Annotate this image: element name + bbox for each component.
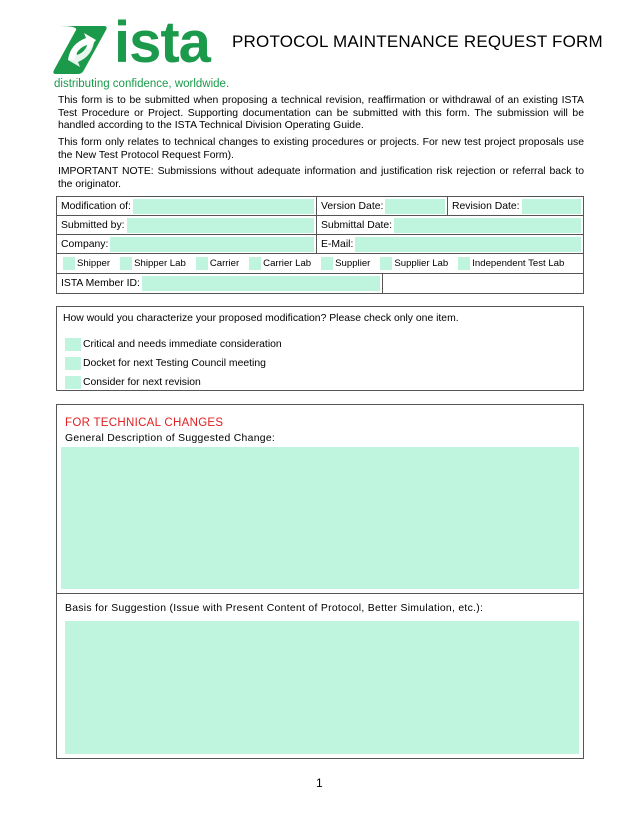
option-checkbox[interactable]	[65, 376, 81, 389]
table-row	[57, 235, 583, 254]
submitted-by-field[interactable]	[127, 218, 314, 233]
characterization-question: How would you characterize your proposed modification? Please check only one item.	[63, 313, 459, 324]
member-id-cell	[57, 274, 383, 293]
member-id-field[interactable]	[142, 276, 380, 291]
option-checkbox[interactable]	[65, 338, 81, 351]
empty-cell	[383, 274, 583, 293]
intro-paragraph-1: This form is to be submitted when proposing a technical revision, reaffirmation or withdrawal of an existing ISTA Test Procedure or Project. Supporting documentation can be submitted with this form. The submission will be handled according to the ISTA Technical Division Operating Guide.	[58, 95, 584, 132]
submitter-type-label: Supplier Lab	[394, 258, 449, 269]
version-date-label: Version Date:	[321, 200, 384, 212]
ista-logo	[50, 10, 230, 92]
table-row	[57, 216, 583, 235]
submitter-type-label: Shipper Lab	[134, 258, 186, 269]
submittal-date-label: Submittal Date:	[321, 219, 393, 231]
submitter-type-label: Carrier Lab	[263, 258, 312, 269]
intro-paragraph-3: IMPORTANT NOTE: Submissions without adequate information and justification risk rejection or referral back to the originator.	[58, 166, 584, 190]
version-date-field[interactable]	[385, 199, 445, 214]
member-id-label: ISTA Member ID:	[61, 278, 140, 289]
option-label: Critical and needs immediate consideration	[83, 339, 282, 350]
submitter-type-label: Independent Test Lab	[472, 258, 565, 269]
submitter-type-checkbox[interactable]	[120, 257, 132, 270]
submitter-type-option	[458, 257, 564, 270]
submitter-type-option	[321, 257, 370, 270]
company-field[interactable]	[110, 237, 314, 252]
submitter-type-checkbox[interactable]	[380, 257, 392, 270]
submitter-type-option	[380, 257, 448, 270]
general-description-label: General Description of Suggested Change:	[65, 433, 276, 444]
option-docket	[65, 357, 266, 370]
submitter-type-option	[120, 257, 186, 270]
logo-tagline: distributing confidence, worldwide.	[54, 78, 230, 90]
option-checkbox[interactable]	[65, 357, 81, 370]
option-label: Consider for next revision	[83, 377, 201, 388]
basis-label: Basis for Suggestion (Issue with Present Content of Protocol, Better Simulation, etc.):	[65, 603, 484, 614]
submitter-type-label: Shipper	[77, 258, 111, 269]
submitted-by-cell	[57, 216, 317, 234]
technical-changes-section	[56, 404, 584, 759]
intro-paragraph-2: This form only relates to technical changes to existing procedures or projects. For new test project proposals use the New Test Protocol Request Form).	[58, 137, 584, 161]
logo-wordmark: ista	[114, 10, 210, 75]
general-description-field[interactable]	[61, 447, 579, 589]
section-divider	[57, 593, 583, 594]
submittal-date-cell	[317, 216, 583, 234]
submitter-type-option	[63, 257, 110, 270]
submission-info-table	[56, 196, 584, 294]
submitter-type-checkbox[interactable]	[249, 257, 261, 270]
page-number: 1	[316, 776, 323, 790]
email-cell	[317, 235, 583, 253]
modification-of-label: Modification of:	[61, 200, 131, 212]
option-next-revision	[65, 376, 201, 389]
email-label: E-Mail:	[321, 238, 354, 250]
modification-of-cell	[57, 197, 317, 215]
submitter-type-row	[57, 254, 583, 274]
submitter-type-checkbox[interactable]	[321, 257, 333, 270]
submittal-date-field[interactable]	[394, 218, 581, 233]
modification-of-field[interactable]	[133, 199, 314, 214]
submitter-type-checkbox[interactable]	[196, 257, 208, 270]
email-field[interactable]	[355, 237, 581, 252]
company-cell	[57, 235, 317, 253]
revision-date-cell	[448, 197, 583, 215]
option-critical	[65, 338, 282, 351]
submitter-type-option	[249, 257, 311, 270]
form-title: PROTOCOL MAINTENANCE REQUEST FORM	[232, 32, 603, 51]
technical-changes-heading: FOR TECHNICAL CHANGES	[65, 417, 224, 429]
version-date-cell	[317, 197, 448, 215]
submitter-type-option	[196, 257, 239, 270]
table-row	[57, 274, 583, 293]
submitter-type-checkbox[interactable]	[458, 257, 470, 270]
revision-date-label: Revision Date:	[452, 200, 520, 212]
table-row	[57, 197, 583, 216]
basis-field[interactable]	[65, 621, 579, 754]
ista-logo-icon	[50, 20, 114, 78]
submitter-type-checkbox[interactable]	[63, 257, 75, 270]
submitter-type-label: Supplier	[335, 258, 371, 269]
option-label: Docket for next Testing Council meeting	[83, 358, 266, 369]
submitted-by-label: Submitted by:	[61, 219, 125, 231]
company-label: Company:	[61, 238, 109, 250]
revision-date-field[interactable]	[522, 199, 581, 214]
characterization-section	[56, 306, 584, 391]
submitter-type-label: Carrier	[209, 258, 240, 269]
